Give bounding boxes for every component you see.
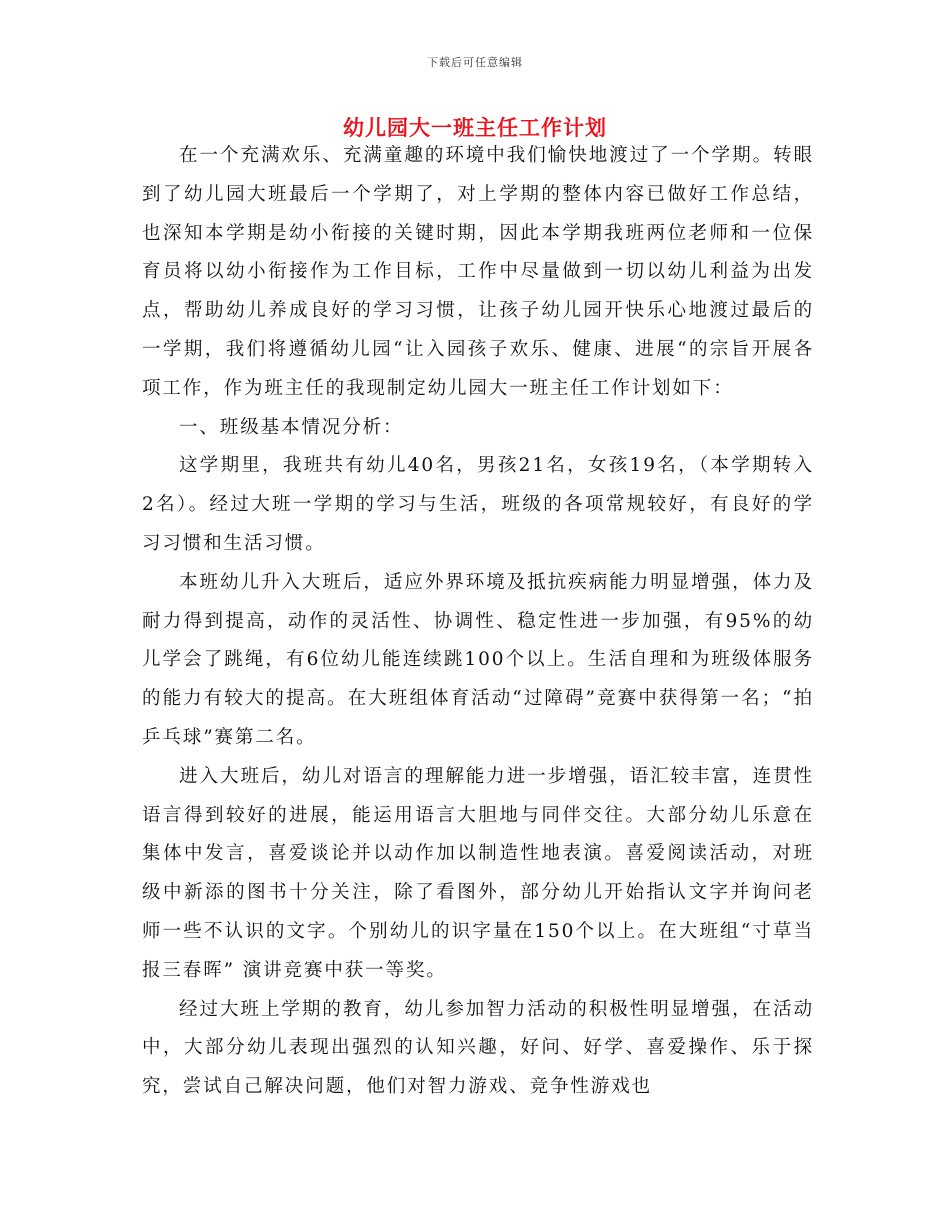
document-body [142, 137, 814, 1107]
document-title: 幼儿园大一班主任工作计划 [343, 115, 607, 140]
header-note: 下载后可任意编辑 [427, 56, 523, 69]
paragraph-class-overview: 这学期里，我班共有幼儿40名，男孩21名，女孩19名，（本学期转入2名）。经过大班一学期的学习与生活，班级的各项常规较好，有良好的学习习惯和生活习惯。 [142, 455, 814, 554]
paragraph-physical-development: 本班幼儿升入大班后，适应外界环境及抵抗疾病能力明显增强，体力及耐力得到提高，动作的灵活性、协调性、稳定性进一步加强，有95%的幼儿学会了跳绳，有6位幼儿能连续跳100个以上。生活自理和为班级体服务的能力有较大的提高。在大班组体育活动“过障碍”竞赛中获得第一名；“拍乒乓球”赛第二名。 [142, 571, 814, 748]
paragraph-intro: 在一个充满欢乐、充满童趣的环境中我们愉快地渡过了一个学期。转眼到了幼儿园大班最后一个学期了，对上学期的整体内容已做好工作总结，也深知本学期是幼小衔接的关键时期，因此本学期我班两位老师和一位保育员将以幼小衔接作为工作目标，工作中尽量做到一切以幼儿利益为出发点，帮助幼儿养成良好的学习习惯，让孩子幼儿园开快乐心地渡过最后的一学期，我们将遵循幼儿园“让入园孩子欢乐、健康、进展“的宗旨开展各项工作，作为班主任的我现制定幼儿园大一班主任工作计划如下： [142, 145, 814, 399]
paragraph-intellectual-development: 经过大班上学期的教育，幼儿参加智力活动的积极性明显增强，在活动中，大部分幼儿表现出强烈的认知兴趣，好问、好学、喜爱操作、乐于探究，尝试自己解决问题，他们对智力游戏、竞争性游戏也 [142, 998, 814, 1098]
section-heading: 一、班级基本情况分析： [179, 416, 404, 438]
paragraph-language-development: 进入大班后，幼儿对语言的理解能力进一步增强，语汇较丰富，连贯性语言得到较好的进展，能运用语言大胆地与同伴交往。大部分幼儿乐意在集体中发言，喜爱谈论并以动作加以制造性地表演。喜爱阅读活动，对班级中新添的图书十分关注，除了看图外，部分幼儿开始指认文字并询问老师一些不认识的文字。个别幼儿的识字量在150个以上。在大班组“寸草当报三春晖” 演讲竞赛中获一等奖。 [142, 765, 814, 981]
